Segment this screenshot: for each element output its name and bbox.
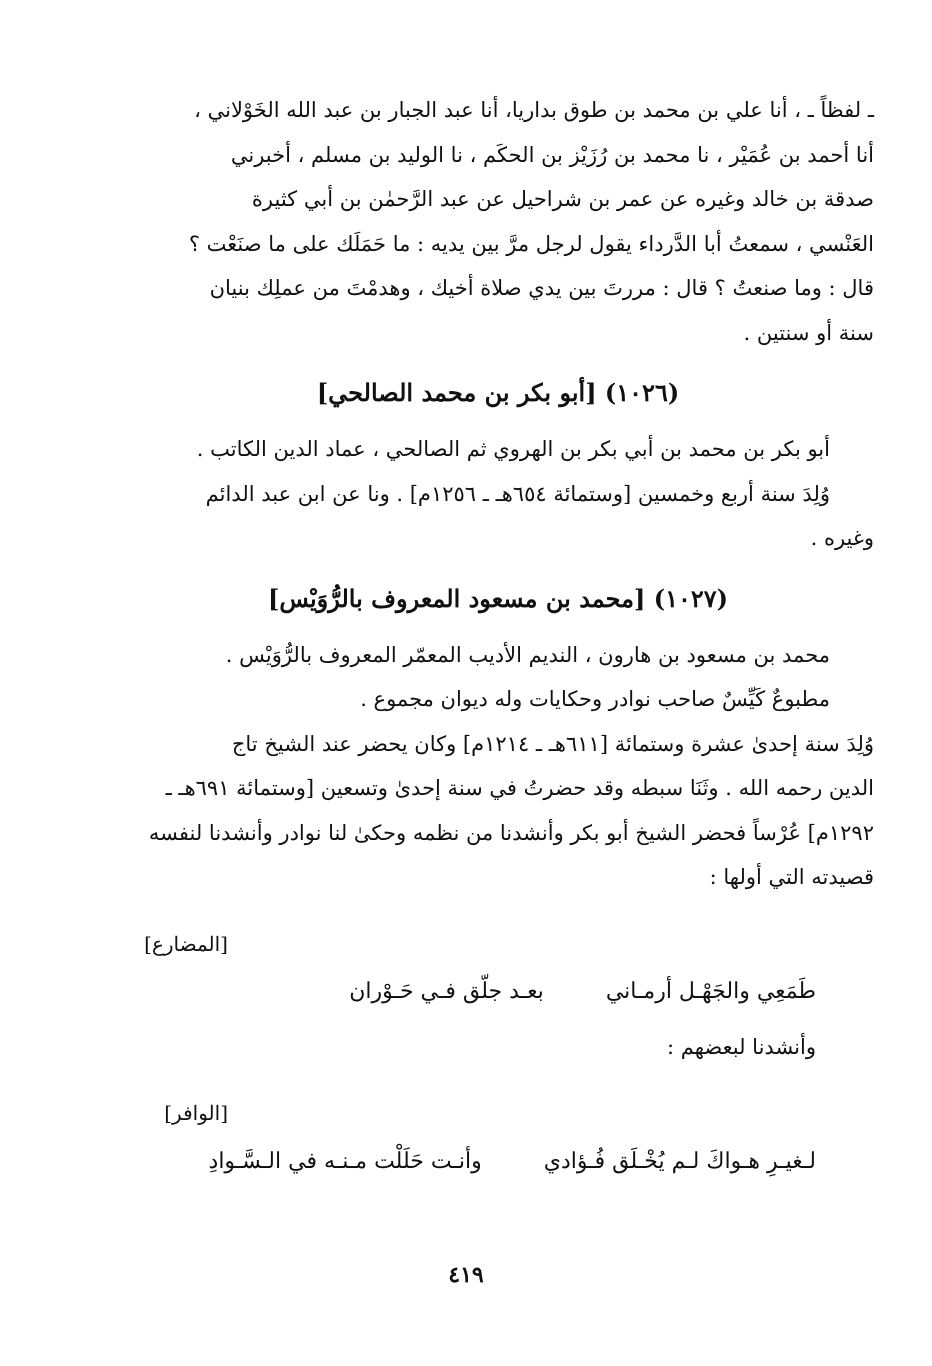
text-line: الدين رحمه الله . وثَنَا سبطه وقد حضرتُ في سنة إحدىٰ وتسعين [وستمائة ٦٩١هـ ـ — [165, 776, 874, 800]
verse-first-hemistich: لـغيـرِ هـواكَ لـم يُخْـلَق فُـؤادي — [543, 1148, 816, 1174]
text-line: ١٢٩٢م] عُرْساً فحضر الشيخ أبو بكر وأنشدنا من نظمه وحكىٰ لنا نوادر وأنشدنا لنفسه — [148, 820, 874, 845]
verse-second-hemistich: بعـد جلّق فـي حَـوْران — [349, 979, 544, 1004]
text-line: قال : وما صنعتُ ؟ قال : مررتَ بين يدي صلاة أخيك ، وهدمْتَ من عملِك بنيان — [209, 276, 874, 300]
page-body — [122, 88, 874, 1184]
paragraph-hadith — [122, 88, 874, 355]
poem-meter-label: [الوافر] — [164, 1101, 228, 1125]
text-line: صدقة بن خالد وغيره عن عمر بن شراحيل عن عبد الرَّحمٰن بن أبي كثيرة — [251, 187, 874, 211]
text-line: وُلِدَ سنة إحدىٰ عشرة وستمائة [٦١١هـ ـ ١٢١٤م] وكان يحضر عند الشيخ تاج — [231, 731, 874, 756]
paragraph-entry-1027-a — [122, 633, 874, 722]
text-line: وغيره . — [810, 526, 874, 550]
paragraph-entry-1026 — [122, 427, 874, 561]
paragraph-entry-1027-b — [122, 722, 874, 900]
verse-first-hemistich: طَمَعِي والجَهْـل أرمـاني — [605, 979, 816, 1004]
poem-meter-label: [المضارع] — [144, 931, 228, 956]
text-line: قصيدته التي أولها : — [709, 865, 874, 889]
entry-heading-1026: (١٠٢٦) [أبو بكر بن محمد الصالحي] — [316, 378, 680, 407]
page-number: ٤١٩ — [448, 1262, 484, 1288]
entry-heading-1027: (١٠٢٧) [محمد بن مسعود المعروف بالرُّوَيْس] — [267, 583, 729, 613]
text-line: أنا أحمد بن عُمَيْر ، نا محمد بن رُزَيْز بن الحكَم ، نا الوليد بن مسلم ، أخبرني — [230, 142, 874, 167]
text-line: أبو بكر بن محمد بن أبي بكر بن الهروي ثم الصالحي ، عماد الدين الكاتب . — [196, 437, 830, 461]
poem-intro: وأنشدنا لبعضهم : — [667, 1034, 816, 1059]
text-line: سنة أو سنتين . — [743, 320, 874, 345]
text-line: ـ لفظاً ـ ، أنا علي بن محمد بن طوق بداريا، أنا عبد الجبار بن عبد الله الخَوْلاني ، — [194, 98, 874, 122]
text-line: مطبوعٌ كَيِّسٌ صاحب نوادر وحكايات وله ديوان مجموع . — [360, 687, 830, 711]
text-line: العَنْسي ، سمعتُ أبا الدَّرداء يقول لرجل مرَّ بين يديه : ما حَمَلَك على ما صنَعْت ؟ — [188, 231, 874, 256]
poem-verse — [122, 1140, 874, 1185]
text-line: محمد بن مسعود بن هارون ، النديم الأديب المعمّر المعروف بالرُّوَيْس . — [225, 642, 830, 667]
poem-verse — [122, 970, 874, 1015]
text-line: وُلِدَ سنة أربع وخمسين [وستمائة ٦٥٤هـ ـ ١٢٥٦م] . ونا عن ابن عبد الدائم — [205, 481, 830, 506]
verse-second-hemistich: وأنـت حَلَلْت مـنـه في الـسَّـوادِ — [208, 1148, 482, 1174]
